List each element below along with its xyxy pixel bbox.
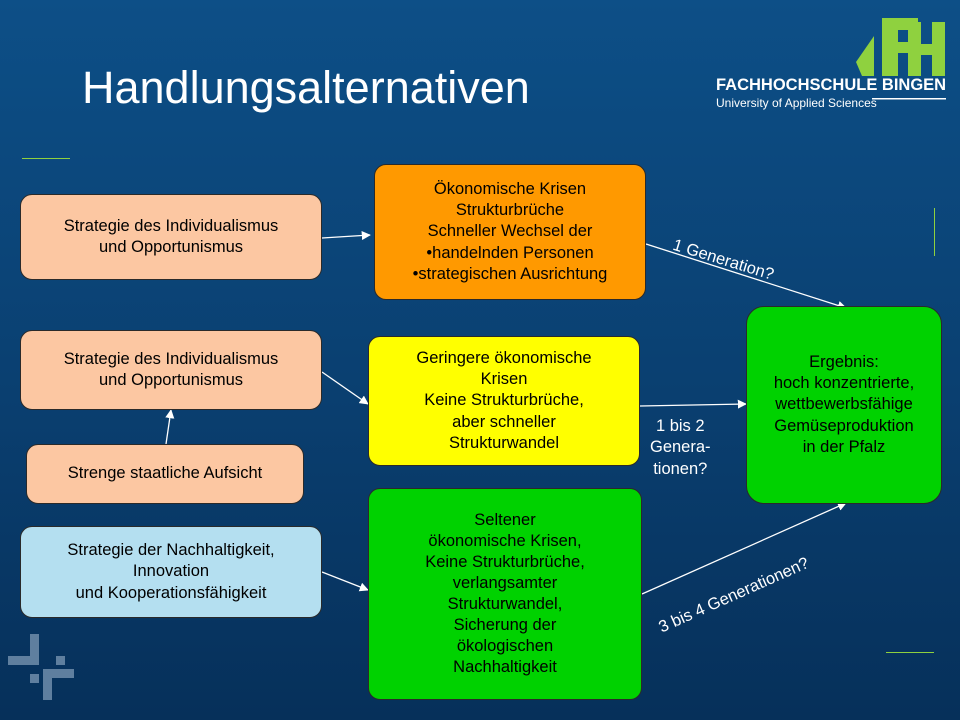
- box-line: Geringere ökonomische: [416, 349, 592, 368]
- box-line: Keine Strukturbrüche,: [425, 552, 585, 571]
- box-line: Strategie des Individualismus: [63, 349, 279, 368]
- box-line: Strukturbrüche: [455, 201, 565, 220]
- box-line: Seltener: [474, 510, 536, 529]
- box-line: wettbewerbsfähige: [775, 395, 913, 414]
- arrow-strategy2-to-outcome2: [322, 372, 368, 404]
- outcome-economic-crises-box: [374, 164, 646, 300]
- arrow-oversight-to-strategy2: [166, 410, 171, 444]
- arrow-strategy3-to-outcome3: [322, 572, 368, 590]
- state-oversight-box: [26, 444, 304, 504]
- edge-label-line: 1 bis 2: [655, 417, 705, 435]
- box-line: ökonomische Krisen,: [428, 531, 582, 550]
- institution-subtitle: University of Applied Sciences: [716, 96, 877, 110]
- strategy-individualism-box-1: [20, 194, 322, 280]
- edge-label-line: tionen?: [653, 459, 708, 478]
- edge-label-3-4-generations: 3 bis 4 Generationen?: [656, 553, 812, 637]
- box-line: und Opportunismus: [99, 371, 243, 389]
- box-line: Schneller Wechsel der: [427, 222, 593, 241]
- box-line: aber schneller: [452, 412, 556, 431]
- slide-title: Handlungsalternativen: [82, 62, 530, 113]
- box-line: Krisen: [480, 370, 528, 389]
- box-line: Strategie der Nachhaltigkeit,: [67, 541, 275, 560]
- result-box: [746, 306, 942, 504]
- box-line: Innovation: [132, 562, 210, 581]
- box-line: •strategischen Ausrichtung: [412, 264, 608, 283]
- box-line: in der Pfalz: [802, 437, 886, 456]
- box-line: Ergebnis:: [809, 353, 879, 372]
- strategy-sustainability-box: [20, 526, 322, 618]
- box-line: Gemüseproduktion: [774, 416, 914, 435]
- box-line: Ökonomische Krisen: [433, 180, 587, 199]
- box-line: Strukturwandel,: [447, 595, 563, 613]
- edge-label-1-generation: 1 Generation?: [670, 236, 777, 284]
- box-line: verlangsamter: [452, 573, 558, 592]
- arrow-outcome2-to-result: [640, 404, 746, 406]
- strategy-individualism-box-2: [20, 330, 322, 410]
- box-line: Keine Strukturbrüche,: [424, 391, 584, 410]
- institution-name: FACHHOCHSCHULE BINGEN: [716, 76, 947, 94]
- edge-label-line: Genera-: [650, 438, 711, 457]
- box-line: und Opportunismus: [99, 238, 243, 256]
- arrow-strategy1-to-outcome1: [322, 235, 370, 238]
- box-line: Nachhaltigkeit: [453, 658, 557, 677]
- box-line: Sicherung der: [453, 616, 557, 635]
- box-line: ökologischen: [456, 637, 554, 656]
- outcome-rare-crises-box: [368, 488, 642, 700]
- box-line: Strategie des Individualismus: [63, 216, 279, 235]
- box-line: hoch konzentrierte,: [773, 374, 915, 393]
- fh-corner-pattern-icon: [8, 634, 74, 700]
- box-line: Strenge staatliche Aufsicht: [67, 464, 263, 483]
- box-line: und Kooperationsfähigkeit: [75, 583, 267, 602]
- edge-label-1-2-generations: [650, 416, 711, 480]
- box-line: Strukturwandel: [448, 433, 560, 452]
- box-line: •handelnden Personen: [426, 243, 594, 262]
- outcome-fewer-crises-box: [368, 336, 640, 466]
